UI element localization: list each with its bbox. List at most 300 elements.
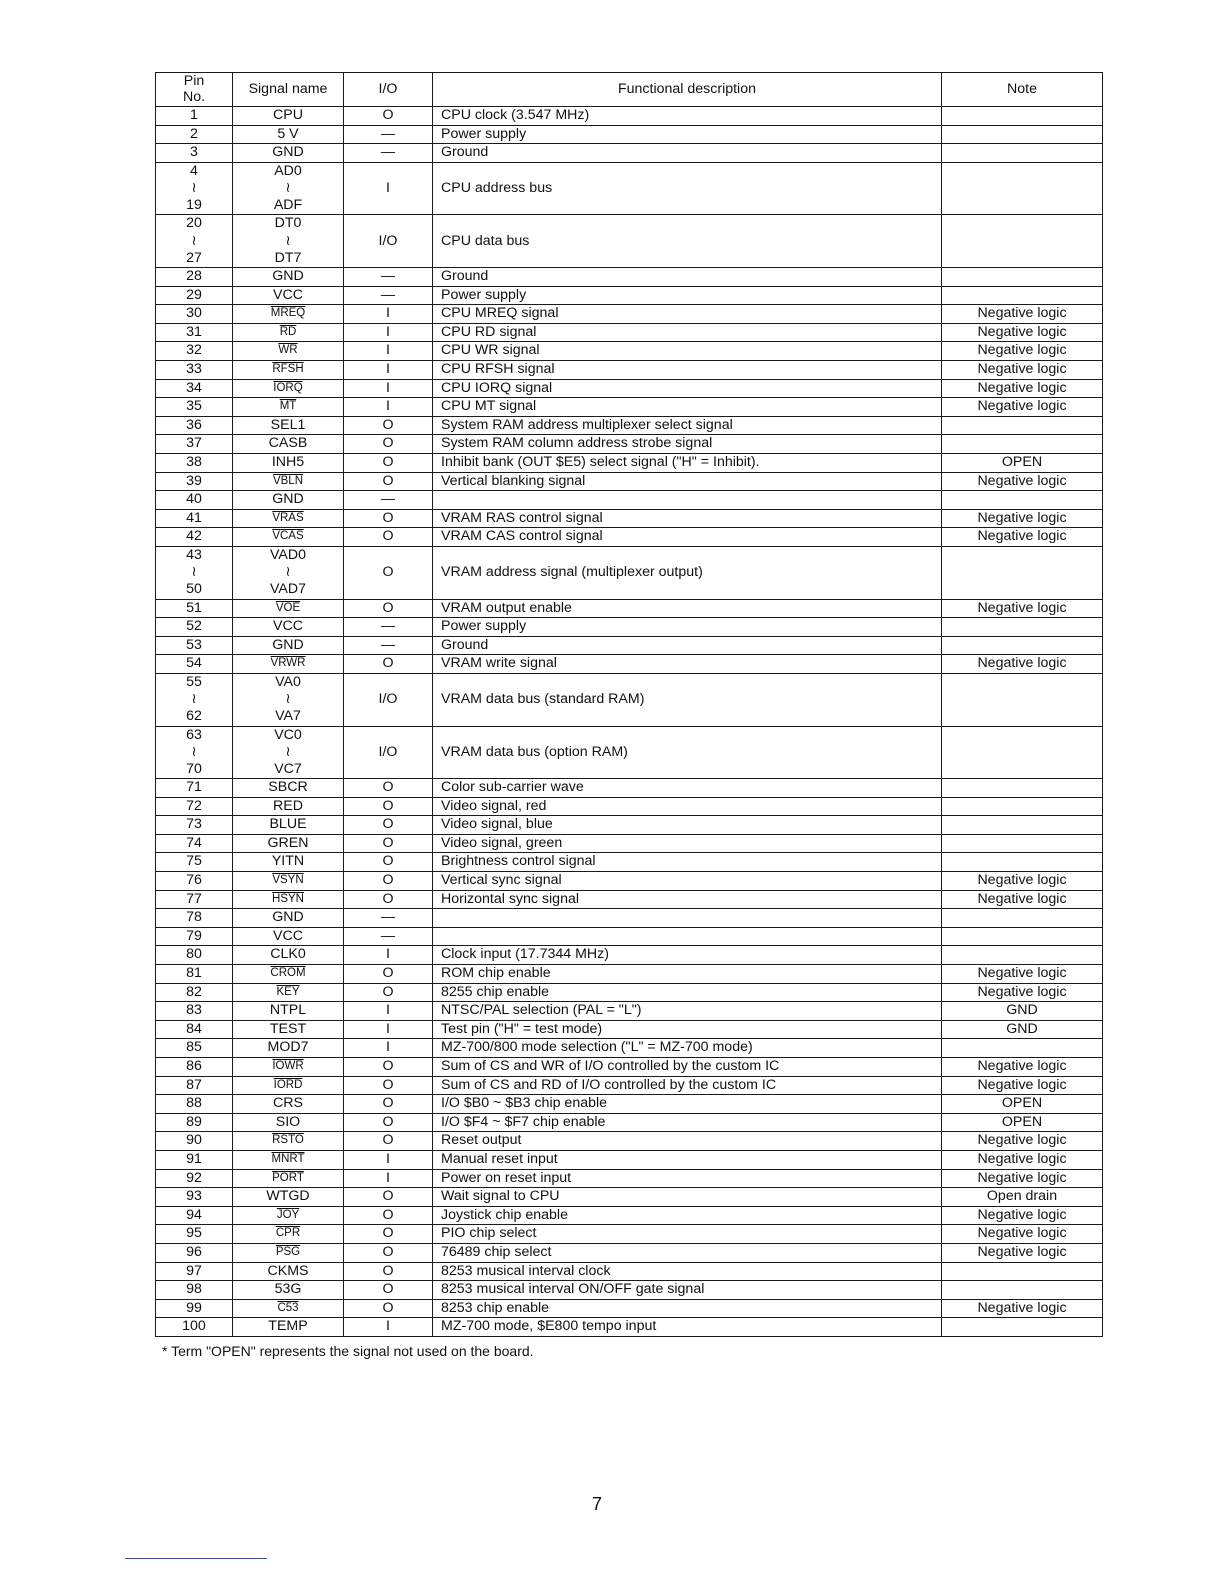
signal-name: $\overline{VOE}$ (275, 601, 301, 614)
pin-number: 20 (186, 215, 202, 232)
description-cell: CPU RFSH signal (433, 360, 942, 379)
pin-number: 54 (186, 655, 202, 672)
note-cell: Negative logic (942, 509, 1103, 528)
io-cell: I/O (344, 673, 433, 726)
pin-number: ≀ (191, 691, 197, 708)
table-row (156, 1281, 1103, 1300)
table-row (156, 1262, 1103, 1281)
pin-cell (156, 726, 233, 779)
note-cell: Negative logic (942, 379, 1103, 398)
description-cell: Sum of CS and WR of I/O controlled by the custom IC (433, 1058, 942, 1077)
signal-cell (233, 726, 344, 779)
io-cell: O (344, 1113, 433, 1132)
pin-cell (156, 797, 233, 816)
signal-name: VCAS (272, 530, 304, 543)
pin-number: 31 (186, 323, 202, 340)
table-row (156, 636, 1103, 655)
signal-name: VBLN (272, 474, 304, 487)
header-desc: Functional description (433, 73, 942, 107)
signal-cell (233, 1188, 344, 1207)
note-cell (942, 215, 1103, 268)
table-row (156, 162, 1103, 215)
table-row (156, 1188, 1103, 1207)
io-cell: O (344, 1262, 433, 1281)
signal-cell (233, 673, 344, 726)
signal-name: IORD (273, 1078, 303, 1091)
table-row (156, 1020, 1103, 1039)
pin-number: ≀ (191, 564, 197, 581)
signal-cell (233, 509, 344, 528)
signal-name: GND (272, 268, 304, 284)
pin-number: 71 (186, 779, 202, 796)
table-row (156, 779, 1103, 798)
table-row (156, 673, 1103, 726)
pin-cell (156, 599, 233, 618)
header-io: I/O (344, 73, 433, 107)
signal-cell (233, 1076, 344, 1095)
pin-number: 94 (186, 1206, 202, 1223)
table-row (156, 546, 1103, 599)
signal-name: CKMS (267, 1262, 309, 1279)
io-cell: I (344, 1169, 433, 1188)
signal-name: ≀ (285, 743, 291, 760)
table-row (156, 435, 1103, 454)
note-cell: Negative logic (942, 360, 1103, 379)
signal-name: VCC (273, 286, 303, 303)
pin-number: 28 (186, 268, 202, 284)
description-cell: CPU IORQ signal (433, 379, 942, 398)
signal-name: CASB (268, 435, 308, 452)
note-cell (942, 286, 1103, 305)
signal-cell (233, 1281, 344, 1300)
pin-number: 1 (190, 107, 198, 123)
signal-name: C53 (277, 1301, 299, 1314)
io-cell: — (344, 125, 433, 144)
pin-cell (156, 1243, 233, 1262)
description-cell: Ground (433, 636, 942, 655)
signal-name: RFSH (272, 362, 304, 375)
signal-name: ≀ (285, 232, 291, 249)
io-cell: O (344, 416, 433, 435)
table-row (156, 453, 1103, 472)
description-cell: I/O $F4 ~ $F7 chip enable (433, 1113, 942, 1132)
signal-name: VCC (273, 618, 303, 635)
note-cell (942, 546, 1103, 599)
pin-cell (156, 125, 233, 144)
signal-cell (233, 1225, 344, 1244)
io-cell: O (344, 1188, 433, 1207)
pin-cell (156, 872, 233, 891)
signal-name: INH5 (271, 453, 305, 470)
signal-cell (233, 618, 344, 637)
pin-number: 62 (186, 708, 202, 725)
description-cell: Power supply (433, 125, 942, 144)
table-row (156, 909, 1103, 928)
description-cell: VRAM write signal (433, 655, 942, 674)
signal-name: IOWR (272, 1060, 304, 1073)
table-row (156, 125, 1103, 144)
pin-number: 93 (186, 1188, 202, 1205)
note-cell: Negative logic (942, 472, 1103, 491)
note-cell (942, 125, 1103, 144)
pin-number: 33 (186, 360, 202, 377)
signal-name: GND (272, 909, 304, 926)
io-cell: I (344, 305, 433, 324)
pin-number: 72 (186, 797, 202, 814)
description-cell: CPU clock (3.547 MHz) (433, 107, 942, 126)
signal-cell (233, 1318, 344, 1337)
io-cell: I (344, 360, 433, 379)
note-cell: Negative logic (942, 1076, 1103, 1095)
note-cell: OPEN (942, 1095, 1103, 1114)
io-cell: O (344, 872, 433, 891)
signal-cell (233, 636, 344, 655)
signal-name: HSYN (272, 892, 304, 905)
pin-number: 30 (186, 305, 202, 322)
signal-cell (233, 890, 344, 909)
note-cell: Negative logic (942, 890, 1103, 909)
pin-number: 4 (190, 162, 198, 179)
note-cell: Negative logic (942, 323, 1103, 342)
signal-cell (233, 1262, 344, 1281)
description-cell (433, 927, 942, 946)
io-cell: — (344, 268, 433, 287)
io-cell: I (344, 342, 433, 361)
signal-cell (233, 472, 344, 491)
note-cell (942, 779, 1103, 798)
note-cell (942, 1281, 1103, 1300)
io-cell: I (344, 1039, 433, 1058)
signal-cell (233, 1058, 344, 1077)
description-cell: Clock input (17.7344 MHz) (433, 946, 942, 965)
description-cell: Power supply (433, 286, 942, 305)
pin-cell (156, 834, 233, 853)
header-pin-line2: No. (182, 88, 206, 105)
pin-number: 50 (186, 581, 202, 598)
signal-name: SIO (275, 1113, 301, 1130)
pin-cell (156, 983, 233, 1002)
io-cell: O (344, 655, 433, 674)
table-row (156, 379, 1103, 398)
pin-number: ≀ (191, 743, 197, 760)
signal-cell (233, 360, 344, 379)
signal-cell (233, 1150, 344, 1169)
io-cell: O (344, 1095, 433, 1114)
description-cell: System RAM column address strobe signal (433, 435, 942, 454)
description-cell: 8253 chip enable (433, 1299, 942, 1318)
pin-number: 2 (190, 125, 198, 142)
note-cell: Negative logic (942, 983, 1103, 1002)
pin-cell (156, 546, 233, 599)
signal-name: ≀ (285, 179, 291, 196)
signal-name: GREN (267, 834, 309, 851)
pin-number: 70 (186, 760, 202, 777)
description-cell: Reset output (433, 1132, 942, 1151)
table-row (156, 107, 1103, 126)
signal-name: WTGD (266, 1188, 310, 1205)
description-cell: VRAM output enable (433, 599, 942, 618)
description-cell: Vertical blanking signal (433, 472, 942, 491)
description-cell: 8253 musical interval ON/OFF gate signal (433, 1281, 942, 1300)
note-cell (942, 1318, 1103, 1337)
description-cell: CPU MREQ signal (433, 305, 942, 324)
signal-cell (233, 655, 344, 674)
note-cell (942, 416, 1103, 435)
signal-name: BLUE (269, 816, 307, 833)
note-cell: Negative logic (942, 398, 1103, 417)
io-cell: O (344, 435, 433, 454)
pin-cell (156, 1169, 233, 1188)
table-row (156, 1169, 1103, 1188)
pin-number: 76 (186, 872, 202, 889)
signal-name: VAD7 (269, 581, 306, 598)
io-cell: O (344, 599, 433, 618)
pin-number: 53 (186, 636, 202, 653)
note-cell: Negative logic (942, 599, 1103, 618)
note-cell (942, 435, 1103, 454)
pin-cell (156, 1206, 233, 1225)
signal-name: CROM (270, 967, 306, 980)
signal-cell (233, 983, 344, 1002)
description-cell: Video signal, green (433, 834, 942, 853)
table-row (156, 144, 1103, 163)
signal-cell (233, 1206, 344, 1225)
signal-cell (233, 1020, 344, 1039)
pin-number: 95 (186, 1225, 202, 1242)
signal-cell (233, 1299, 344, 1318)
description-cell: PIO chip select (433, 1225, 942, 1244)
pin-number: 74 (186, 834, 202, 851)
signal-name: MNRT (271, 1152, 305, 1165)
pin-cell (156, 853, 233, 872)
pin-cell (156, 636, 233, 655)
signal-cell (233, 162, 344, 215)
pin-cell (156, 453, 233, 472)
io-cell: I/O (344, 726, 433, 779)
io-cell: — (344, 144, 433, 163)
pin-cell (156, 1299, 233, 1318)
pin-number: 29 (186, 286, 202, 303)
pin-number: 88 (186, 1095, 202, 1112)
pin-cell (156, 946, 233, 965)
signal-cell (233, 834, 344, 853)
pin-number: 80 (186, 946, 202, 963)
description-cell: CPU address bus (433, 162, 942, 215)
pin-cell (156, 909, 233, 928)
note-cell (942, 618, 1103, 637)
io-cell: O (344, 528, 433, 547)
pin-cell (156, 816, 233, 835)
signal-cell (233, 342, 344, 361)
note-cell: GND (942, 1020, 1103, 1039)
signal-name: $\overline{RD}$ (279, 325, 297, 338)
signal-name: PORT (272, 1171, 304, 1184)
io-cell: — (344, 927, 433, 946)
table-row (156, 726, 1103, 779)
pin-number: 42 (186, 528, 202, 545)
pin-number: 78 (186, 909, 202, 926)
pin-number: 100 (182, 1318, 206, 1335)
signal-cell (233, 491, 344, 510)
io-cell: — (344, 909, 433, 928)
description-cell: Video signal, blue (433, 816, 942, 835)
table-row (156, 816, 1103, 835)
pin-number: 91 (186, 1150, 202, 1167)
signal-name: VC7 (274, 760, 302, 777)
description-cell: 8255 chip enable (433, 983, 942, 1002)
note-cell (942, 144, 1103, 163)
pin-cell (156, 162, 233, 215)
signal-name: CRS (273, 1095, 303, 1112)
note-cell (942, 726, 1103, 779)
signal-name: ≀ (285, 691, 291, 708)
io-cell: — (344, 286, 433, 305)
pin-number: 40 (186, 491, 202, 508)
pin-cell (156, 379, 233, 398)
pin-cell (156, 398, 233, 417)
pin-number: 37 (186, 435, 202, 452)
note-cell (942, 673, 1103, 726)
signal-name: YITN (271, 853, 305, 870)
table-row (156, 872, 1103, 891)
signal-name: 53G (274, 1281, 302, 1298)
description-cell: Ground (433, 144, 942, 163)
note-cell: OPEN (942, 453, 1103, 472)
signal-name: VA0 (275, 673, 301, 690)
io-cell: O (344, 1206, 433, 1225)
table-row (156, 342, 1103, 361)
table-row (156, 1318, 1103, 1337)
signal-cell (233, 909, 344, 928)
pin-number: 39 (186, 472, 202, 489)
pin-cell (156, 1058, 233, 1077)
signal-name: RSTO (272, 1134, 304, 1147)
pin-number: 3 (190, 144, 198, 161)
pin-number: 73 (186, 816, 202, 833)
note-cell (942, 834, 1103, 853)
pin-cell (156, 491, 233, 510)
signal-name: ADF (273, 197, 303, 214)
table-row (156, 509, 1103, 528)
description-cell: System RAM address multiplexer select signal (433, 416, 942, 435)
pin-number: 79 (186, 927, 202, 944)
table-row (156, 323, 1103, 342)
description-cell: I/O $B0 ~ $B3 chip enable (433, 1095, 942, 1114)
io-cell: O (344, 546, 433, 599)
pin-cell (156, 927, 233, 946)
pin-cell (156, 965, 233, 984)
signal-cell (233, 286, 344, 305)
pin-number: 89 (186, 1113, 202, 1130)
description-cell (433, 491, 942, 510)
signal-cell (233, 215, 344, 268)
header-pin (156, 73, 233, 107)
table-row (156, 834, 1103, 853)
io-cell: I (344, 379, 433, 398)
table-row (156, 927, 1103, 946)
io-cell: — (344, 618, 433, 637)
description-cell: Sum of CS and RD of I/O controlled by the custom IC (433, 1076, 942, 1095)
pin-number: 51 (186, 599, 202, 616)
io-cell: O (344, 1132, 433, 1151)
io-cell: O (344, 1058, 433, 1077)
pin-cell (156, 779, 233, 798)
pin-number: 92 (186, 1169, 202, 1186)
note-cell: OPEN (942, 1113, 1103, 1132)
io-cell: O (344, 890, 433, 909)
note-cell (942, 816, 1103, 835)
description-cell: Joystick chip enable (433, 1206, 942, 1225)
signal-cell (233, 797, 344, 816)
signal-name: $\overline{KEY}$ (276, 985, 300, 998)
note-cell (942, 1262, 1103, 1281)
header-note: Note (942, 73, 1103, 107)
signal-name: DT7 (274, 249, 302, 266)
description-cell: Test pin ("H" = test mode) (433, 1020, 942, 1039)
signal-cell (233, 453, 344, 472)
pin-cell (156, 416, 233, 435)
pin-cell (156, 890, 233, 909)
header-row (156, 73, 1103, 107)
pin-cell (156, 673, 233, 726)
pin-number: 83 (186, 1002, 202, 1019)
table-row (156, 1150, 1103, 1169)
description-cell: Manual reset input (433, 1150, 942, 1169)
note-cell: Open drain (942, 1188, 1103, 1207)
table-row (156, 1076, 1103, 1095)
signal-cell (233, 599, 344, 618)
table-row (156, 1113, 1103, 1132)
pin-number: 77 (186, 890, 202, 907)
page-number: 7 (592, 1494, 603, 1514)
pin-cell (156, 1113, 233, 1132)
table-row (156, 1225, 1103, 1244)
signal-name: GND (272, 491, 304, 508)
note-cell (942, 491, 1103, 510)
pin-cell (156, 305, 233, 324)
description-cell: Brightness control signal (433, 853, 942, 872)
pin-cell (156, 1095, 233, 1114)
description-cell: VRAM CAS control signal (433, 528, 942, 547)
io-cell: O (344, 1225, 433, 1244)
signal-name: $\overline{CPR}$ (275, 1227, 301, 1240)
signal-cell (233, 965, 344, 984)
note-cell: Negative logic (942, 655, 1103, 674)
io-cell: O (344, 472, 433, 491)
signal-name: VSYN (272, 874, 304, 887)
description-cell: 76489 chip select (433, 1243, 942, 1262)
bottom-rule (125, 1558, 267, 1559)
pin-number: 19 (186, 197, 202, 214)
pin-cell (156, 268, 233, 287)
pin-number: 96 (186, 1243, 202, 1260)
description-cell: VRAM data bus (standard RAM) (433, 673, 942, 726)
note-cell: GND (942, 1002, 1103, 1021)
pin-number: 90 (186, 1132, 202, 1149)
signal-name: GND (272, 144, 304, 161)
description-cell: CPU data bus (433, 215, 942, 268)
io-cell: O (344, 965, 433, 984)
table-row (156, 890, 1103, 909)
signal-name: VRAS (272, 511, 304, 524)
pin-number: 97 (186, 1262, 202, 1279)
signal-cell (233, 1132, 344, 1151)
signal-name: TEMP (268, 1318, 308, 1335)
pin-number: 34 (186, 379, 202, 396)
pin-cell (156, 144, 233, 163)
description-cell: Inhibit bank (OUT $E5) select signal ("H" = Inhibit). (433, 453, 942, 472)
table-body (156, 107, 1103, 1337)
